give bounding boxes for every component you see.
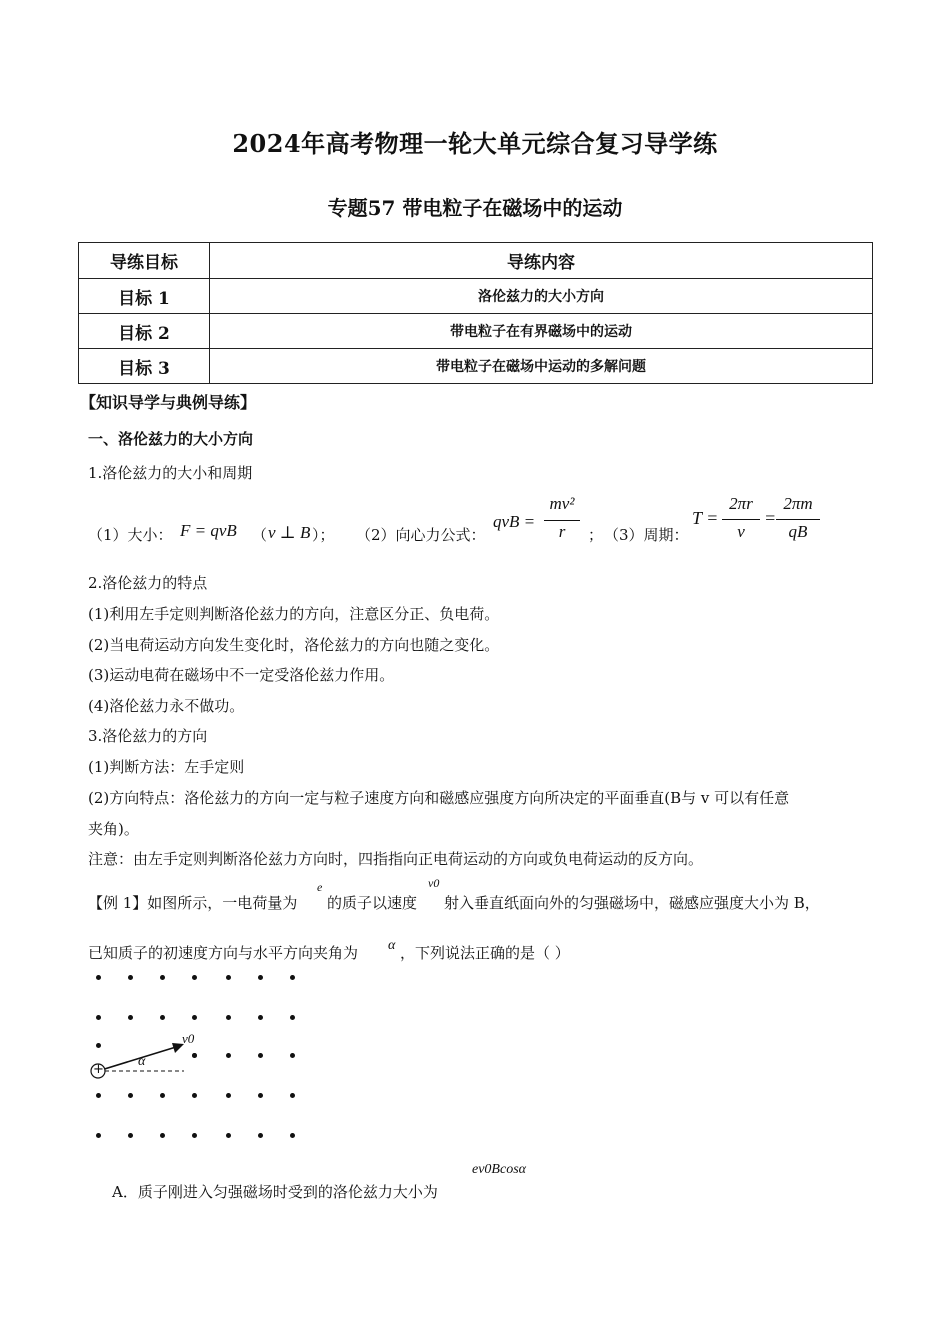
condition-open: （ [252, 526, 268, 544]
goal-content-cell: 带电粒子在磁场中运动的多解问题 [210, 349, 873, 384]
goal-content-cell: 洛伦兹力的大小方向 [210, 279, 873, 314]
centripetal-lhs: qvB = [493, 512, 536, 531]
angle-symbol: α [388, 938, 396, 953]
item-3-heading: 3.洛伦兹力的方向 [88, 727, 208, 745]
lorentz-force-formula: F = qvB [180, 521, 237, 540]
period-lhs: T = [692, 508, 719, 528]
goals-header-goal: 导练目标 [79, 243, 210, 279]
part-heading: 一、洛伦兹力的大小方向 [88, 430, 254, 448]
section-heading: 【知识导学与典例导练】 [80, 393, 257, 412]
document-title: 2024年高考物理一轮大单元综合复习导学练 [232, 129, 718, 158]
list-item: (1)利用左手定则判断洛伦兹力的方向，注意区分正、负电荷。 [88, 605, 500, 623]
perpendicular-condition: v ⊥ B [268, 523, 311, 542]
goal-cell: 目标 3 [79, 349, 210, 384]
velocity-arrow [98, 1047, 176, 1071]
option-a-text: A．质子刚进入匀强磁场时受到的洛伦兹力大小为 [112, 1183, 438, 1201]
velocity-label: v0 [182, 1031, 195, 1046]
goal-cell: 目标 1 [79, 279, 210, 314]
topic-subtitle: 专题57 带电粒子在磁场中的运动 [327, 196, 623, 220]
velocity-symbol: v0 [428, 876, 440, 890]
size-label: （1）大小： [88, 526, 173, 544]
period-numerator-2: 2πm [783, 494, 813, 513]
charge-symbol: e [317, 880, 323, 894]
fraction-bar [544, 520, 580, 521]
centripetal-label: （2）向心力公式： [356, 526, 486, 544]
table-row [79, 349, 873, 384]
list-item: (4)洛伦兹力永不做功。 [88, 697, 245, 715]
list-item: (2)当电荷运动方向发生变化时，洛伦兹力的方向也随之变化。 [88, 636, 500, 654]
fraction-bar [776, 519, 820, 520]
period-numerator-1: 2πr [729, 494, 753, 513]
goal-content-cell: 带电粒子在有界磁场中的运动 [210, 314, 873, 349]
separator: ； [588, 526, 604, 544]
item-1-heading: 1.洛伦兹力的大小和周期 [88, 464, 253, 482]
plus-sign: + [93, 1062, 104, 1077]
period-label: （3）周期： [604, 526, 689, 544]
period-denominator-2: qB [788, 522, 808, 541]
centripetal-numerator: mv² [549, 494, 575, 513]
velocity-diagram [80, 965, 320, 1155]
goal-cell: 目标 2 [79, 314, 210, 349]
goals-header-content: 导练内容 [210, 243, 873, 279]
angle-label: α [138, 1054, 146, 1069]
list-item: (1)判断方法：左手定则 [88, 758, 245, 776]
goals-table-header-row [79, 243, 873, 279]
example-text-2b: ，下列说法正确的是（ ） [400, 944, 570, 962]
period-equals: = [764, 508, 777, 528]
list-item-continuation: 夹角)。 [88, 820, 139, 838]
note-text: 注意：由左手定则判断洛伦兹力方向时，四指指向正电荷运动的方向或负电荷运动的反方向。 [88, 850, 704, 868]
fraction-bar [722, 519, 760, 520]
item-2-heading: 2.洛伦兹力的特点 [88, 574, 208, 592]
list-item: (3)运动电荷在磁场中不一定受洛伦兹力作用。 [88, 666, 395, 684]
example-text-2a: 已知质子的初速度方向与水平方向夹角为 [88, 944, 359, 962]
example-text-1c: 射入垂直纸面向外的匀强磁场中，磁感应强度大小为 B， [444, 894, 820, 912]
table-row [79, 279, 873, 314]
list-item: (2)方向特点：洛伦兹力的方向一定与粒子速度方向和磁感应强度方向所决定的平面垂直(B与 v 可以有任意 [88, 789, 790, 807]
centripetal-denominator: r [558, 522, 566, 541]
example-text-1b: 的质子以速度 [327, 894, 418, 912]
condition-close: ）； [312, 526, 335, 544]
period-denominator-1: v [737, 522, 745, 541]
goals-table [78, 242, 873, 384]
option-a-formula: ev0Bcosα [472, 1162, 526, 1177]
table-row [79, 314, 873, 349]
magnetic-field-figure [80, 965, 320, 1155]
example-text-1a: 【例 1】如图所示，一电荷量为 [88, 894, 298, 912]
